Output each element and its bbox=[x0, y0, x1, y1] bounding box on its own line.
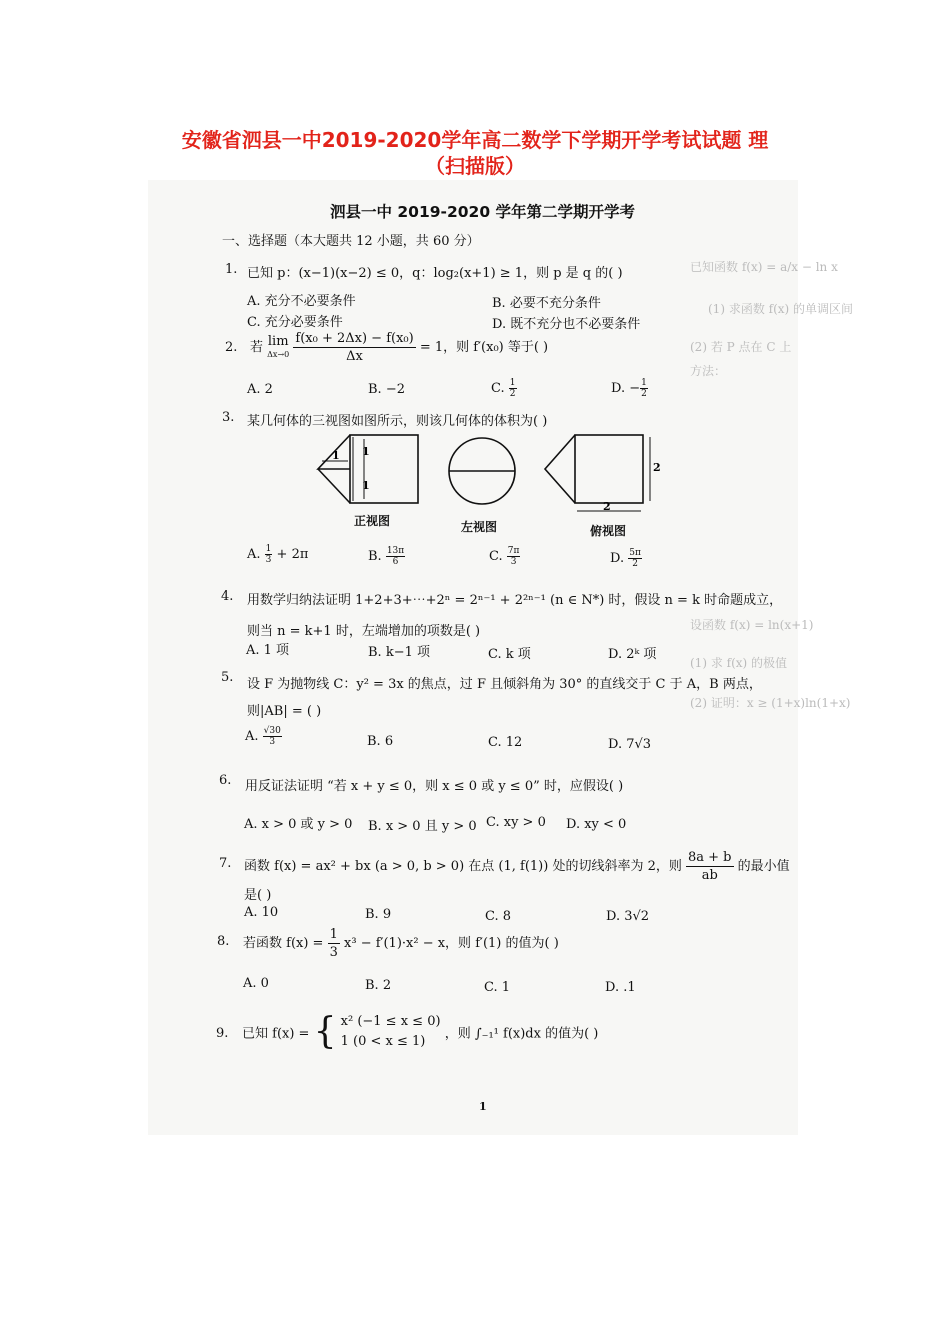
q7-option-c: C. 8 bbox=[485, 909, 512, 924]
q2-number: 2. bbox=[225, 340, 238, 355]
q2-option-d: D. − $\frac{1}{2}$ bbox=[611, 378, 647, 399]
q6-option-c: C. xy > 0 bbox=[486, 815, 546, 830]
q7-number: 7. bbox=[219, 856, 232, 871]
q1-option-d: D. 既不充分也不必要条件 bbox=[492, 317, 641, 332]
q2-option-b: B. −2 bbox=[368, 382, 405, 397]
q3-option-c: C. $\frac{7\pi}{3}$ bbox=[489, 546, 520, 567]
q4-number: 4. bbox=[221, 589, 234, 604]
bleed-text: (2) 证明：x ≥ (1+x)ln(1+x) bbox=[690, 696, 851, 710]
q6-number: 6. bbox=[219, 773, 232, 788]
q7-option-a: A. 10 bbox=[244, 905, 279, 920]
q2-suffix: = 1，则 f′(x₀) 等于( ) bbox=[419, 340, 549, 355]
q9-case-1: x² (−1 ≤ x ≤ 0) bbox=[340, 1014, 441, 1029]
q1-option-a: A. 充分不必要条件 bbox=[247, 294, 356, 309]
exam-title: 泗县一中 2019-2020 学年第二学期开学考 bbox=[330, 203, 636, 221]
q3-option-d: D. $\frac{5\pi}{2}$ bbox=[610, 548, 641, 569]
q4-option-a: A. 1 项 bbox=[246, 643, 290, 658]
q1-option-b: B. 必要不充分条件 bbox=[492, 296, 601, 311]
q6-option-d: D. xy < 0 bbox=[566, 817, 627, 832]
top-view-label: 俯视图 bbox=[590, 524, 627, 538]
q9-case-2: 1 (0 < x ≤ 1) bbox=[340, 1034, 426, 1049]
q8-option-c: C. 1 bbox=[484, 980, 511, 995]
q2-lim-sub: Δx→0 bbox=[267, 349, 290, 359]
bleed-text: (1) 求函数 f(x) 的单调区间 bbox=[708, 302, 854, 316]
q2-option-c: C. $\frac{1}{2}$ bbox=[491, 378, 516, 399]
q7-stem-2: 是( ) bbox=[244, 888, 272, 903]
side-view-label: 左视图 bbox=[461, 520, 498, 534]
top-dim-height: 2 bbox=[653, 461, 661, 474]
q5-stem: 设 F 为抛物线 C：y² = 3x 的焦点，过 F 且倾斜角为 30° 的直线交于 C 于 A，B 两点， bbox=[247, 677, 762, 692]
q8-stem: 若函数 f(x) = $\frac{1}{3}$ x³ − f′(1)·x² − x，则 f′(1) 的值为( ) bbox=[243, 927, 559, 960]
q6-option-b: B. x > 0 且 y > 0 bbox=[368, 819, 477, 834]
q5-stem-2: 则|AB| = ( ) bbox=[247, 704, 322, 719]
q5-option-c: C. 12 bbox=[488, 735, 523, 750]
q6-stem: 用反证法证明 “若 x + y ≤ 0，则 x ≤ 0 或 y ≤ 0” 时，应假设( ) bbox=[245, 779, 624, 794]
q7-stem: 函数 f(x) = ax² + bx (a > 0, b > 0) 在点 (1, f(1)) 处的切线斜率为 2，则 $\frac{8a + b}{ab}$ 的最小值 bbox=[244, 850, 790, 883]
q8-number: 8. bbox=[217, 934, 230, 949]
front-dim-3: 1 bbox=[362, 479, 370, 492]
q7-option-b: B. 9 bbox=[365, 907, 392, 922]
q4-option-b: B. k−1 项 bbox=[368, 645, 430, 660]
q2-prefix: 若 bbox=[250, 340, 264, 355]
q5-option-d: D. 7√3 bbox=[608, 737, 652, 752]
q2-frac-den: Δx bbox=[346, 349, 363, 364]
q2-lim: lim bbox=[267, 333, 289, 349]
q3-option-a: A. $\frac{1}{3}$ + 2π bbox=[247, 544, 309, 565]
q4-option-c: C. k 项 bbox=[488, 647, 531, 662]
q9-stem: 已知 f(x) = { x² (−1 ≤ x ≤ 0) 1 (0 < x ≤ 1) ，则 ∫₋₁¹ f(x)dx 的值为( ) bbox=[242, 1011, 599, 1052]
bleed-text: 已知函数 f(x) = a/x − ln x bbox=[690, 260, 838, 274]
q2-frac-num: f(x₀ + 2Δx) − f(x₀) bbox=[295, 331, 414, 346]
q1-option-c: C. 充分必要条件 bbox=[247, 315, 343, 330]
section-heading: 一、选择题（本大题共 12 小题，共 60 分） bbox=[222, 234, 480, 249]
front-dim-1: 1 bbox=[332, 449, 340, 462]
q8-option-d: D. .1 bbox=[605, 980, 636, 995]
front-dim-2: 1 bbox=[362, 445, 370, 458]
front-view-label: 正视图 bbox=[354, 514, 391, 528]
document-subtitle: （扫描版） bbox=[425, 154, 525, 178]
q4-option-d: D. 2ᵏ 项 bbox=[608, 647, 657, 662]
q9-number: 9. bbox=[216, 1026, 229, 1041]
side-view bbox=[449, 438, 515, 504]
q8-option-a: A. 0 bbox=[243, 976, 269, 991]
q7-option-d: D. 3√2 bbox=[606, 909, 650, 924]
q5-number: 5. bbox=[221, 670, 234, 685]
bleed-text: (2) 若 P 点在 C 上 bbox=[690, 340, 792, 354]
document-title: 安徽省泗县一中2019-2020学年高二数学下学期开学考试试题 理 bbox=[181, 128, 769, 152]
q2-stem bbox=[250, 330, 548, 365]
q5-option-a: A. $\frac{√30}{3}$ bbox=[245, 726, 281, 747]
q3-number: 3. bbox=[222, 410, 235, 425]
q4-stem: 用数学归纳法证明 1+2+3+⋯+2ⁿ = 2ⁿ⁻¹ + 2²ⁿ⁻¹ (n ∈ N*) 时，假设 n = k 时命题成立， bbox=[247, 593, 783, 608]
q1-stem: 已知 p：(x−1)(x−2) ≤ 0，q：log₂(x+1) ≥ 1，则 p 是 q 的( ) bbox=[247, 266, 623, 281]
top-dim-width: 2 bbox=[603, 500, 611, 513]
q3-option-b: B. $\frac{13\pi}{6}$ bbox=[368, 546, 405, 567]
bleed-text: 设函数 f(x) = ln(x+1) bbox=[690, 618, 814, 632]
q1-number: 1. bbox=[225, 262, 238, 277]
q3-stem: 某几何体的三视图如图所示，则该几何体的体积为( ) bbox=[247, 414, 548, 429]
q6-option-a: A. x > 0 或 y > 0 bbox=[244, 817, 353, 832]
top-view bbox=[545, 435, 650, 511]
q4-stem-2: 则当 n = k+1 时，左端增加的项数是( ) bbox=[247, 624, 481, 639]
q2-option-a: A. 2 bbox=[247, 382, 273, 397]
q5-option-b: B. 6 bbox=[367, 734, 394, 749]
bleed-text: 方法： bbox=[690, 364, 727, 378]
piecewise-brace: { bbox=[313, 1011, 337, 1052]
q8-option-b: B. 2 bbox=[365, 978, 392, 993]
page-number: 1 bbox=[479, 1100, 487, 1113]
bleed-text: (1) 求 f(x) 的极值 bbox=[690, 656, 788, 670]
